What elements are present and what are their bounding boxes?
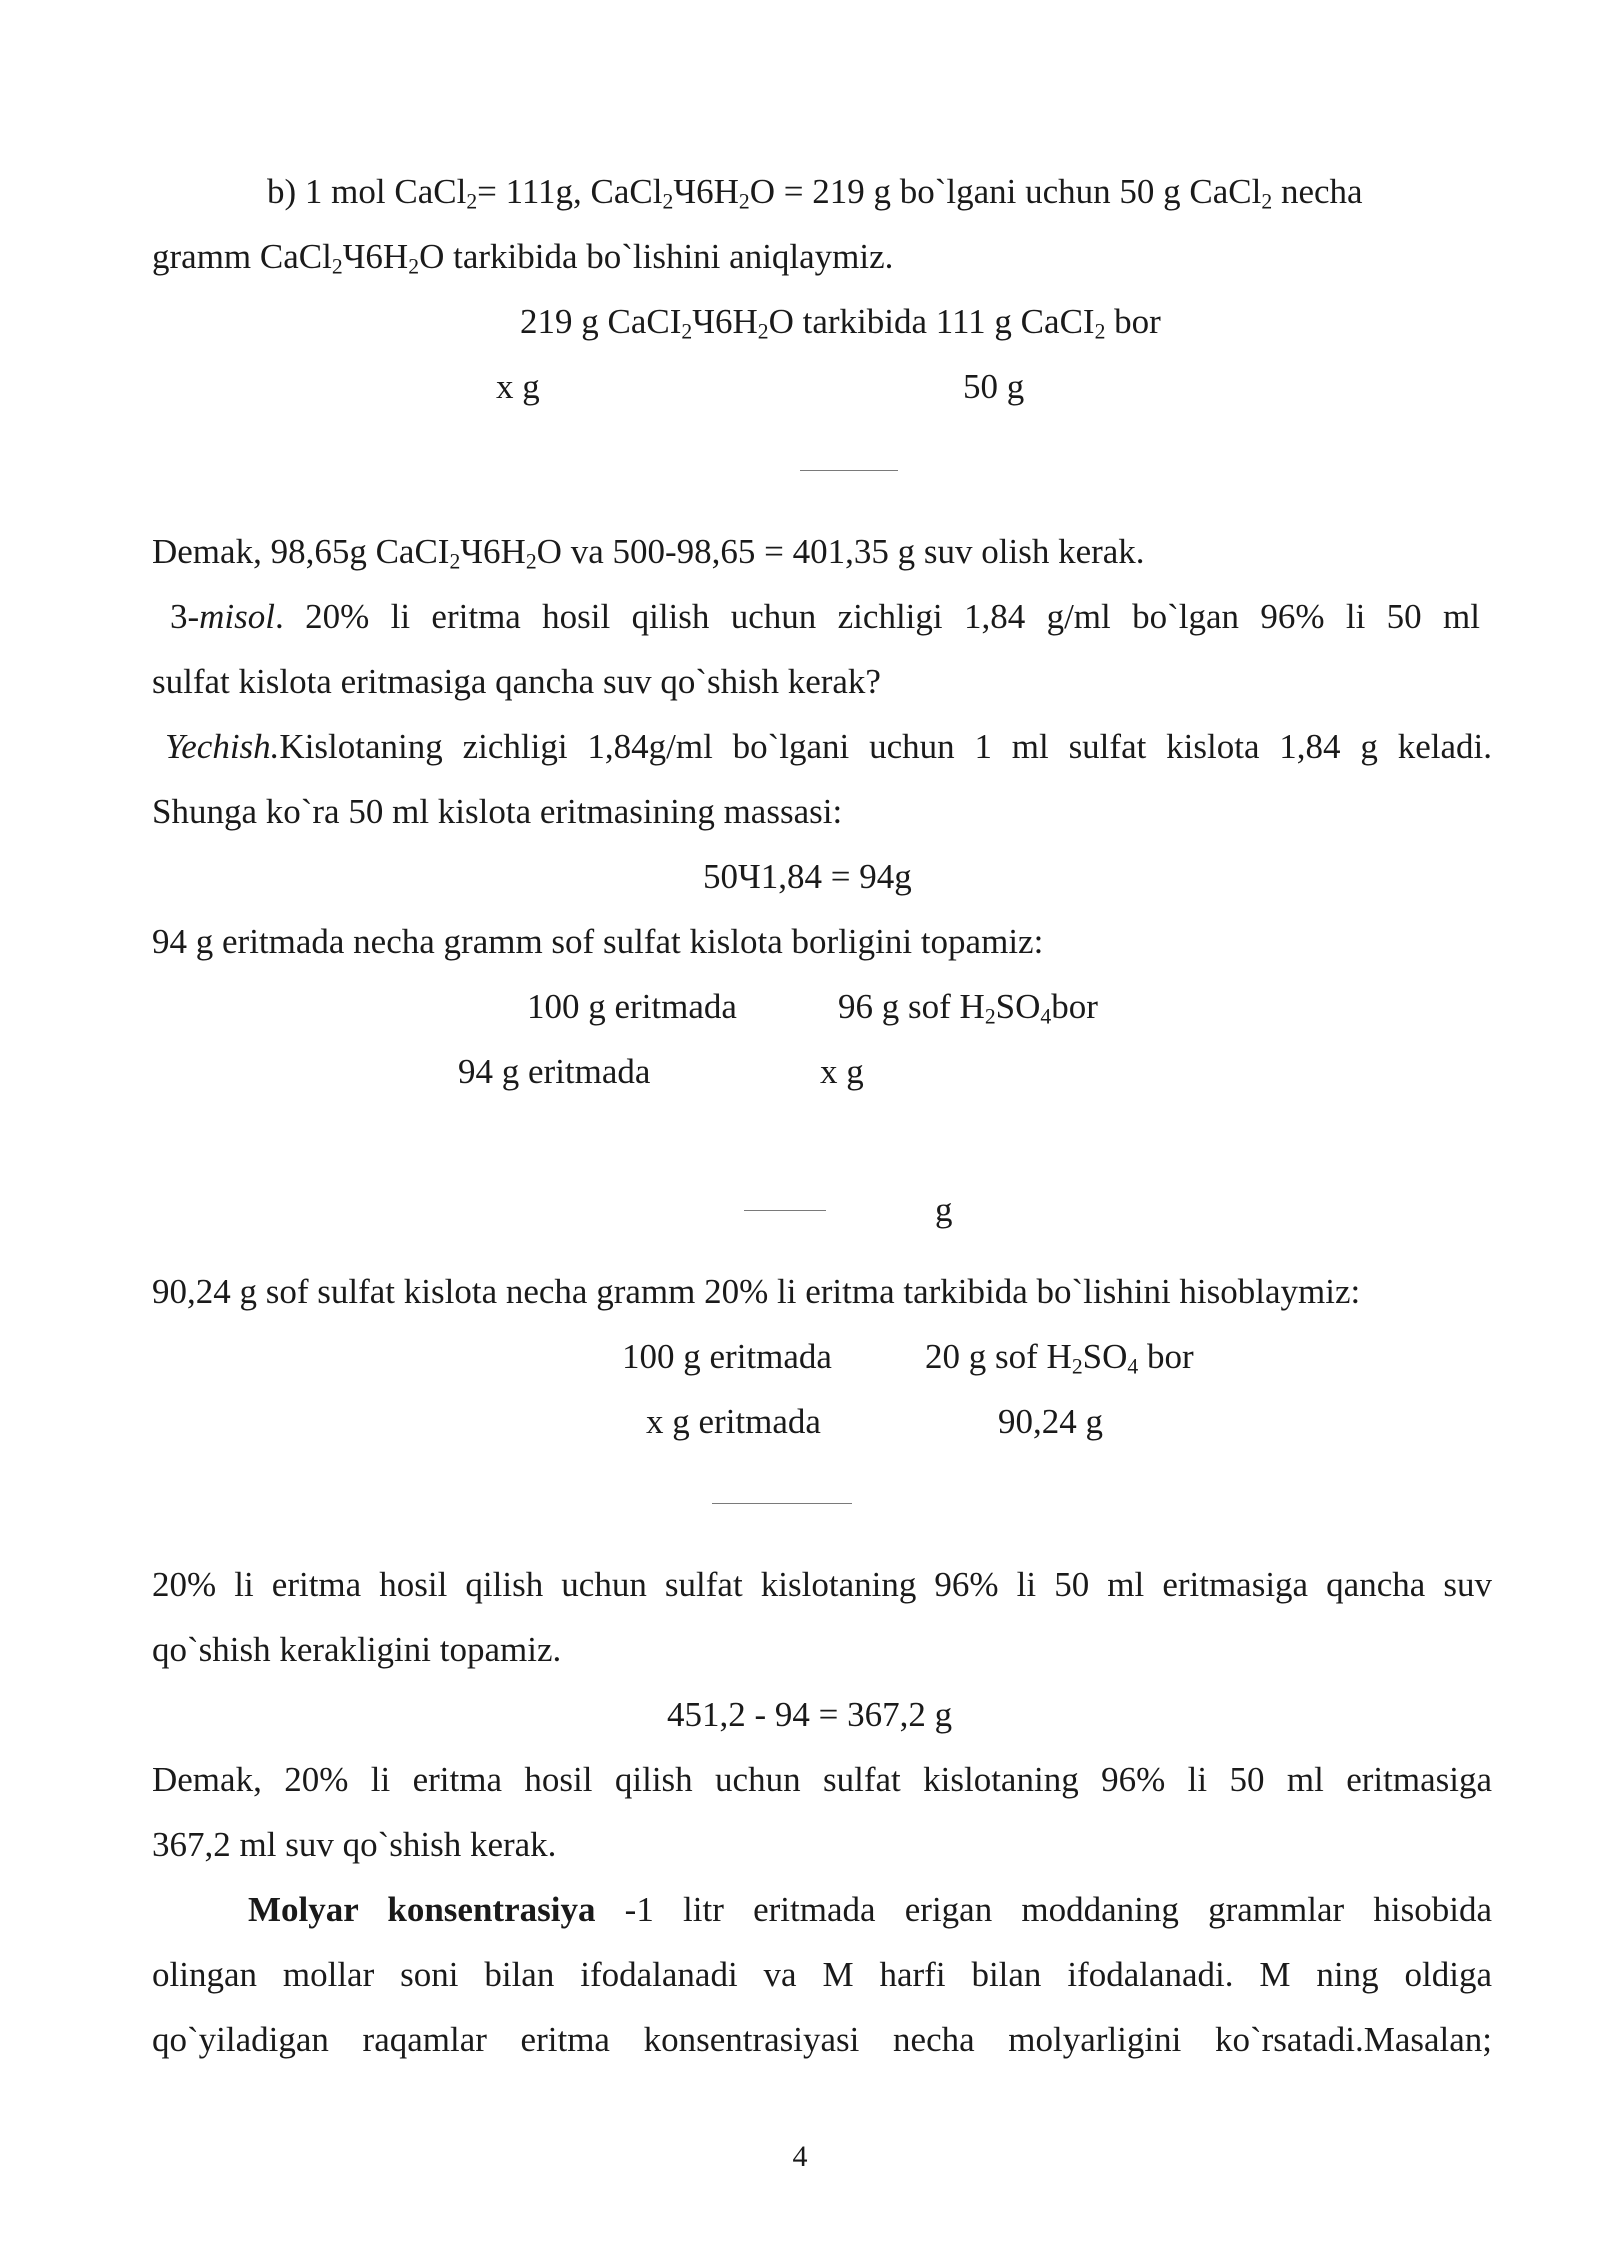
calculation-2: 451,2 - 94 = 367,2 g [667, 1695, 953, 1734]
proportion-3-line1-right: 20 g sof $H_2SO_4$ bor [925, 1337, 1194, 1379]
paragraph-b-line1: b) 1 mol CaCl$_2$= 111g, $CaCl_2Ч6H_2O = 219$ g bo`lgani uchun 50 g CaCl$_2$ necha [267, 172, 1363, 214]
proportion-3-line1-left: 100 g eritmada [622, 1337, 832, 1376]
proportion-2-unit: g [935, 1190, 953, 1229]
molyar-line2: olingan mollar soni bilan ifodalanadi va M harfi bilan ifodalanadi. M ning oldiga [152, 1955, 1492, 1994]
fraction-bar-3 [712, 1503, 852, 1504]
fraction-bar-1 [800, 470, 898, 471]
fraction-bar-2 [744, 1210, 826, 1211]
proportion-3-line2-left: x g eritmada [646, 1402, 821, 1441]
proportion-1-unknown: x g [496, 367, 540, 406]
yechish-line1: Yechish.Kislotaning zichligi 1,84g/ml bo`lgani uchun 1 ml sulfat kislota 1,84 g keladi. [165, 727, 1492, 766]
proportion-2-line2-right: x g [820, 1052, 864, 1091]
proportion-1-value: 50 g [963, 367, 1025, 406]
paragraph-b-line2: gramm $CaCl_2Ч6H_2O$ tarkibida bo`lishini aniqlaymiz. [152, 237, 894, 279]
proportion-2-line1-left: 100 g eritmada [527, 987, 737, 1026]
proportion-3-line2-right: 90,24 g [998, 1402, 1103, 1441]
demak-line-2b: 367,2 ml suv qo`shish kerak. [152, 1825, 557, 1864]
molyar-line3: qo`yiladigan raqamlar eritma konsentrasiyasi necha molyarligini ko`rsatadi.Masalan; [152, 2020, 1492, 2059]
page-number: 4 [792, 2140, 808, 2173]
yechish-line2: Shunga ko`ra 50 ml kislota eritmasining massasi: [152, 792, 843, 831]
misol-line1: 3-misol. 20% li eritma hosil qilish uchun zichligi 1,84 g/ml bo`lgan 96% li 50 ml [170, 597, 1480, 636]
proportion-2-line1-right: 96 g sof $H_2SO_4bor$ [838, 987, 1098, 1029]
demak-line-2a: Demak, 20% li eritma hosil qilish uchun sulfat kislotaning 96% li 50 ml eritmasiga [152, 1760, 1492, 1799]
proportion-2-line2-left: 94 g eritmada [458, 1052, 651, 1091]
molyar-line1: Molyar konsentrasiya -1 litr eritmada erigan moddaning grammlar hisobida [248, 1890, 1492, 1929]
proportion-1-line1: 219 g $CaCI_2Ч6H_2O$ tarkibida 111 g CaCI$_2$ bor [520, 302, 1161, 344]
calculation-1: 50Ч1,84 = 94g [703, 857, 912, 896]
line-94g: 94 g eritmada necha gramm sof sulfat kislota borligini topamiz: [152, 922, 1044, 961]
demak-line-1: Demak, 98,65g $CaCI_2Ч6H_2O$ va 500-98,65 = 401,35 g suv olish kerak. [152, 532, 1145, 574]
misol-line2: sulfat kislota eritmasiga qancha suv qo`shish kerak? [152, 662, 881, 701]
paragraph-20-line2: qo`shish kerakligini topamiz. [152, 1630, 562, 1669]
paragraph-20-line1: 20% li eritma hosil qilish uchun sulfat kislotaning 96% li 50 ml eritmasiga qancha suv [152, 1565, 1492, 1604]
line-90-24g: 90,24 g sof sulfat kislota necha gramm 20% li eritma tarkibida bo`lishini hisoblaymiz: [152, 1272, 1361, 1311]
